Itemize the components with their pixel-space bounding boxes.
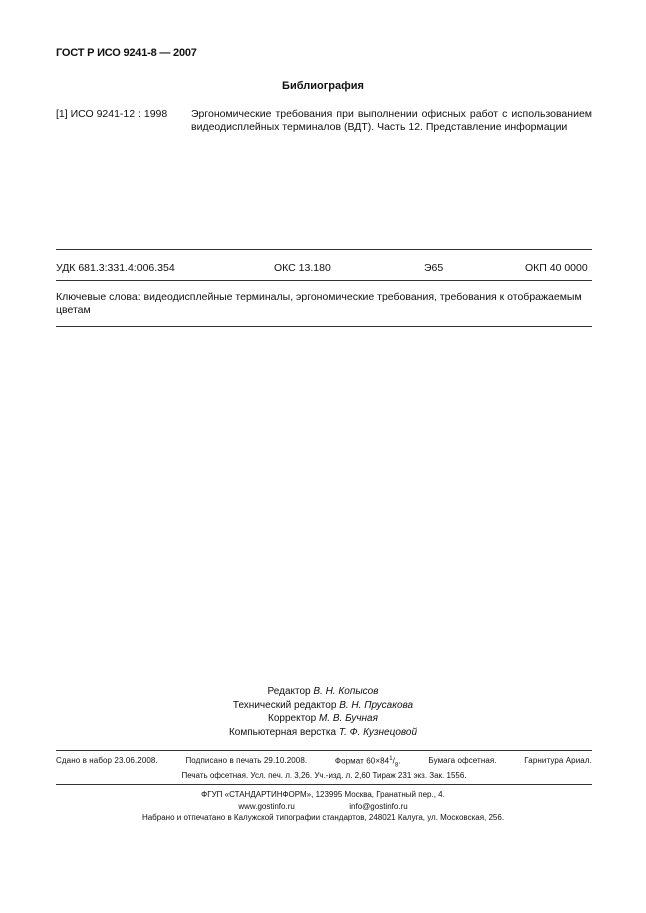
divider-imprint bbox=[56, 750, 592, 751]
corrector-line bbox=[0, 712, 646, 726]
keywords: Ключевые слова: видеодисплейные терминалы, эргономические требования, требования к отображаемым цветам bbox=[56, 291, 582, 316]
document-code: ГОСТ Р ИСО 9241-8 — 2007 bbox=[56, 47, 197, 59]
publisher-line: ФГУП «СТАНДАРТИНФОРМ», 123995 Москва, Гранатный пер., 4. bbox=[201, 790, 445, 799]
printer-line: Набрано и отпечатано в Калужской типографии стандартов, 248021 Калуга, ул. Московская, 256. bbox=[141, 813, 505, 822]
bibliography-title: Библиография bbox=[282, 80, 364, 92]
publication-info bbox=[56, 756, 592, 768]
udk-code: УДК 681.3:331.4:006.354 bbox=[56, 262, 175, 274]
tech-editor-role: Технический редактор bbox=[232, 699, 337, 711]
footer-block bbox=[0, 789, 646, 824]
okp-code: ОКП 40 0000 bbox=[525, 262, 588, 274]
publication-info-2: Печать офсетная. Усл. печ. л. 3,26. Уч.-изд. л. 2,60 Тираж 231 экз. Зак. 1556. bbox=[181, 771, 467, 780]
reference-number: [1] ИСО 9241-12 : 1998 bbox=[56, 108, 168, 120]
oks-code: ОКС 13.180 bbox=[274, 262, 331, 274]
signed-date: Подписано в печать 29.10.2008. bbox=[185, 756, 308, 765]
paper-type: Бумага офсетная. bbox=[428, 756, 497, 765]
format: Формат $60\times 84^1/_8$. bbox=[334, 756, 401, 769]
corrector-name: М. В. Бучная bbox=[318, 713, 378, 724]
editor-name: В. Н. Копысов bbox=[313, 686, 379, 697]
font-info: Гарнитура Ариал. bbox=[524, 756, 592, 765]
credits-block bbox=[0, 685, 646, 739]
layout-line bbox=[0, 726, 646, 740]
email-link[interactable]: info@gostinfo.ru bbox=[349, 801, 408, 811]
reference-text: Эргономические требования при выполнении офисных работ с использованием видеодисплейных терминалов (ВДТ). Часть 12. Представление информации bbox=[191, 108, 592, 133]
divider-bottom bbox=[56, 326, 592, 327]
tech-editor-name: В. Н. Прусакова bbox=[339, 699, 414, 711]
layout-role: Компьютерная верстка bbox=[228, 726, 337, 738]
sent-date: Сдано в набор 23.06.2008. bbox=[56, 756, 158, 765]
format-prefix: Формат 60×84 bbox=[334, 756, 390, 766]
tech-editor-line bbox=[0, 699, 646, 713]
category-code: Э65 bbox=[424, 262, 444, 274]
layout-name: Т. Ф. Кузнецовой bbox=[338, 726, 418, 738]
divider-footer bbox=[56, 784, 592, 785]
divider-middle bbox=[56, 280, 592, 281]
divider-top bbox=[56, 249, 592, 250]
editor-role: Редактор bbox=[267, 686, 311, 697]
corrector-role: Корректор bbox=[268, 713, 317, 724]
format-num: 1 bbox=[389, 756, 393, 762]
editor-line bbox=[0, 685, 646, 699]
website-link[interactable]: www.gostinfo.ru bbox=[238, 801, 295, 811]
format-den: 8 bbox=[394, 762, 399, 769]
contact-line bbox=[0, 801, 646, 813]
